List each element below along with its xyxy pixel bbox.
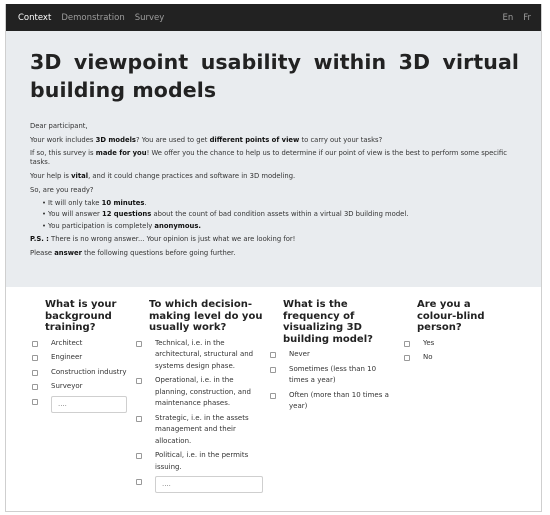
question-title: What is the frequency of visualizing 3D building model? [283, 299, 373, 345]
other-decision-level-input[interactable]: .... [155, 476, 263, 493]
intro-paragraph-3: Your help is vital, and it could change practices and software in 3D modeling. [30, 171, 296, 180]
option-political[interactable]: Political, i.e. in the permits issuing. [136, 452, 266, 473]
checkbox[interactable] [404, 355, 410, 361]
question-decision-level [136, 299, 266, 498]
checkbox[interactable] [136, 453, 142, 459]
checkbox[interactable] [32, 355, 38, 361]
greeting: Dear participant, [30, 122, 88, 130]
checkbox[interactable] [136, 416, 142, 422]
checkbox[interactable] [136, 341, 142, 347]
question-title: To which decision-making level do you usually work? [149, 299, 263, 333]
checkbox[interactable] [32, 399, 38, 405]
nav-survey[interactable]: Survey [134, 12, 165, 23]
question-title: Are you a colour-blind person? [417, 299, 485, 333]
intro-paragraph-1: Your work includes 3D models? You are used to get different points of view to carry out your tasks? [30, 135, 383, 144]
option-other[interactable] [136, 478, 266, 493]
lang-fr[interactable]: Fr [523, 12, 531, 23]
nav-demonstration[interactable]: Demonstration [61, 12, 125, 23]
option-often[interactable]: Often (more than 10 times a year) [270, 392, 405, 413]
checkbox[interactable] [270, 352, 276, 358]
intro-text [30, 122, 519, 258]
language-switcher [492, 13, 531, 23]
option-technical[interactable]: Technical, i.e. in the architectural, structural and systems design phase. [136, 340, 266, 373]
intro-panel [6, 31, 541, 287]
instruction: Please answer the following questions before going further. [30, 249, 236, 258]
option-no[interactable]: No [404, 354, 494, 364]
checkbox[interactable] [32, 370, 38, 376]
option-yes[interactable]: Yes [404, 340, 494, 350]
page-frame [5, 4, 542, 512]
checkbox[interactable] [136, 479, 142, 485]
survey-form [6, 287, 541, 512]
bullet-duration: • It will only take 10 minutes. [42, 199, 519, 208]
option-engineer[interactable]: Engineer [32, 354, 137, 364]
checkbox[interactable] [32, 341, 38, 347]
intro-bullets [42, 199, 519, 230]
option-architect[interactable]: Architect [32, 340, 137, 350]
lang-en[interactable]: En [502, 12, 514, 23]
option-surveyor[interactable]: Surveyor [32, 383, 137, 393]
bullet-questions: • You will answer 12 questions about the count of bad condition assets within a virtual 3D building model. [42, 210, 519, 219]
page-title: 3D viewpoint usability within 3D virtual building models [30, 50, 519, 102]
option-construction-industry[interactable]: Construction industry [32, 369, 137, 379]
other-background-input[interactable]: .... [51, 396, 127, 413]
option-never[interactable]: Never [270, 351, 405, 361]
checkbox[interactable] [32, 384, 38, 390]
intro-paragraph-4: So, are you ready? [30, 185, 94, 194]
checkbox[interactable] [136, 378, 142, 384]
question-background [32, 299, 137, 418]
question-colour-blind [404, 299, 494, 369]
checkbox[interactable] [270, 393, 276, 399]
nav-menu [18, 13, 174, 23]
checkbox[interactable] [404, 341, 410, 347]
option-strategic[interactable]: Strategic, i.e. in the assets management and their allocation. [136, 415, 266, 448]
option-other[interactable] [32, 398, 137, 413]
option-operational[interactable]: Operational, i.e. in the planning, construction, and maintenance phases. [136, 377, 266, 410]
option-sometimes[interactable]: Sometimes (less than 10 times a year) [270, 366, 405, 387]
question-title: What is your background training? [45, 299, 117, 333]
checkbox[interactable] [270, 367, 276, 373]
question-frequency [270, 299, 405, 418]
navbar [6, 4, 541, 31]
intro-paragraph-2: If so, this survey is made for you! We offer you the chance to help us to determine if our point of view is the best to perform some specific tasks. [30, 149, 507, 167]
bullet-anonymous: • You participation is completely anonymous. [42, 222, 519, 231]
postscript: P.S. : There is no wrong answer... Your opinion is just what we are looking for! [30, 235, 296, 244]
nav-context[interactable]: Context [18, 12, 52, 23]
